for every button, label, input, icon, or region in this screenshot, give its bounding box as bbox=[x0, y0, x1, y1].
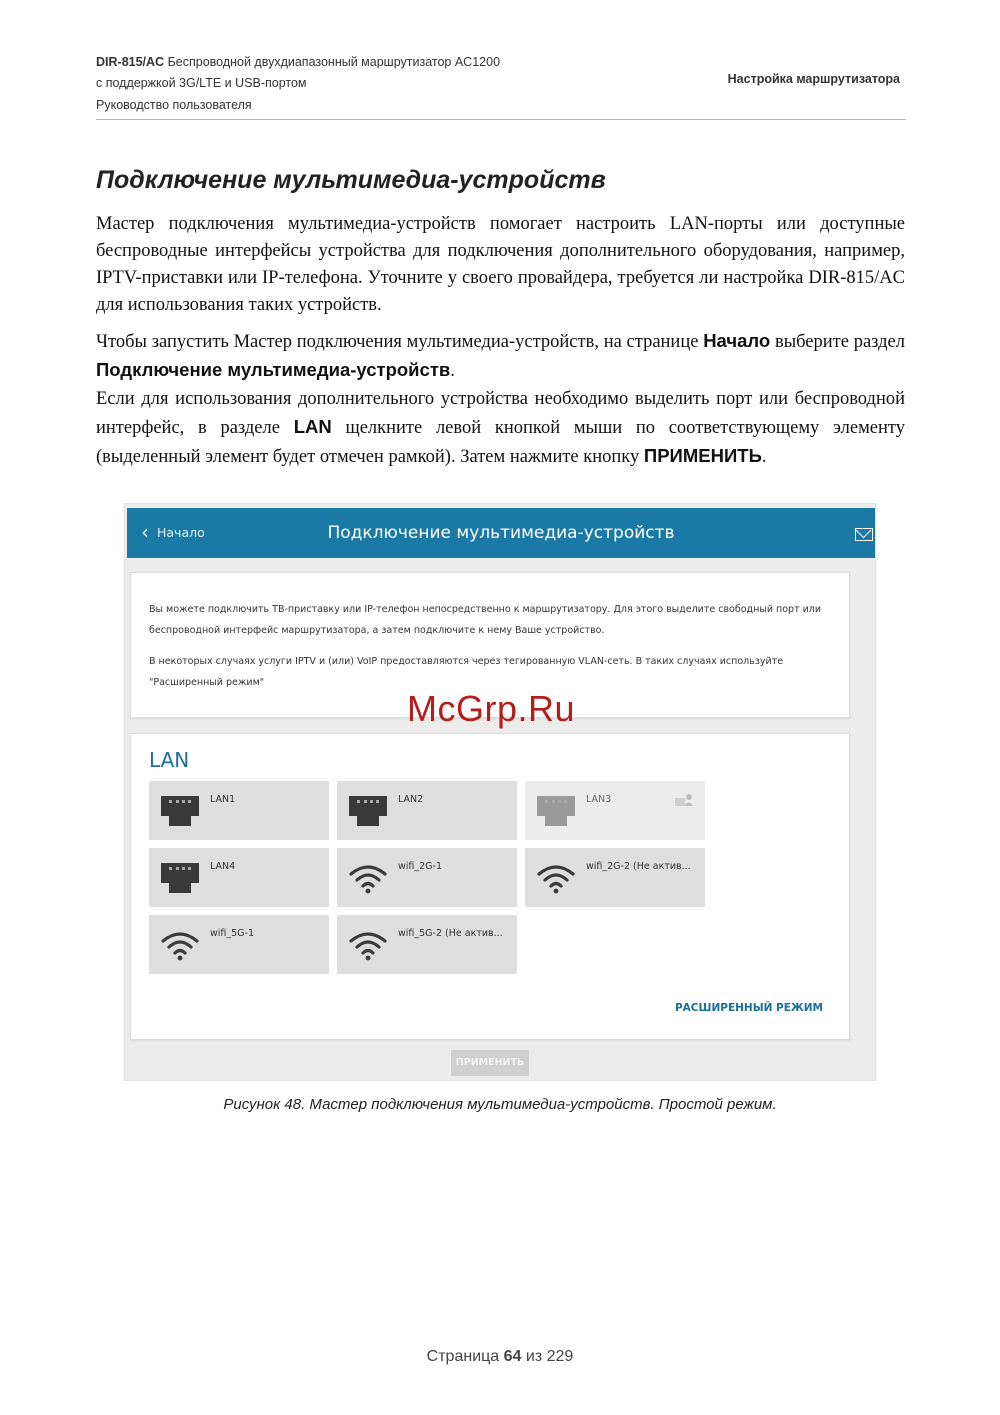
info-text-1: Вы можете подключить ТВ-приставку или IP-телефон непосредственно к маршрутизатору. Для этого выделите свободный порт или беспроводной интерфейс маршрутизатора, а затем подключите к нему Ваше устройство. bbox=[149, 604, 822, 636]
lan-card bbox=[130, 733, 850, 1040]
page-prefix: Страница bbox=[426, 1348, 500, 1365]
header-product-line1: Беспроводной двухдиапазонный маршрутизатор AC1200 bbox=[167, 55, 501, 69]
back-label: Начало bbox=[157, 524, 205, 540]
p3-bold-lan: LAN bbox=[293, 416, 332, 437]
user-icon bbox=[675, 794, 693, 806]
p3-text-a: Если для использования дополнительного устройства необходимо выделить порт или беспроводной интерфейс, в разделе bbox=[96, 389, 905, 438]
tile-label: wifi_2G-1 bbox=[398, 861, 443, 872]
page-header bbox=[96, 52, 906, 116]
tile-label: LAN3 bbox=[586, 794, 612, 805]
ui-topbar bbox=[127, 508, 875, 558]
p2-text-c: выберите раздел bbox=[770, 332, 905, 352]
p2-bold-section: Подключение мультимедиа-устройств bbox=[96, 359, 451, 380]
tile-label: LAN4 bbox=[210, 861, 236, 872]
header-manual: Руководство пользователя bbox=[96, 98, 252, 112]
page-total: 229 bbox=[546, 1348, 574, 1365]
p3-text-c: щелкните левой кнопкой мыши по соответствующему элементу (выделенный элемент будет отмечен рамкой). Затем нажмите кнопку bbox=[96, 418, 905, 467]
tile-label: wifi_5G-1 bbox=[210, 928, 255, 939]
page-sep: из bbox=[525, 1348, 543, 1365]
lan-title: LAN bbox=[149, 748, 190, 772]
tile-label: LAN2 bbox=[398, 794, 424, 805]
ui-page-title: Подключение мультимедиа-устройств bbox=[327, 523, 675, 543]
ui-screenshot bbox=[124, 503, 876, 1081]
tile-wifi-5g-2[interactable] bbox=[337, 915, 517, 974]
advanced-mode-link[interactable]: РАСШИРЕННЫЙ РЕЖИМ bbox=[674, 1002, 823, 1014]
wifi-icon bbox=[348, 862, 388, 894]
p3-text-d: . bbox=[761, 447, 767, 467]
header-product-line2: с поддержкой 3G/LTE и USB-портом bbox=[96, 76, 307, 90]
p2-text-a: Чтобы запустить Мастер подключения мультимедиа-устройств, на странице bbox=[96, 332, 704, 352]
p3-bold-apply: ПРИМЕНИТЬ bbox=[643, 445, 762, 466]
section-heading: Подключение мультимедиа-устройств bbox=[96, 166, 606, 194]
ethernet-port-icon bbox=[349, 796, 387, 826]
tile-label: LAN1 bbox=[210, 794, 236, 805]
tile-lan3[interactable] bbox=[525, 781, 705, 840]
tile-wifi-2g-1[interactable] bbox=[337, 848, 517, 907]
tile-lan2[interactable] bbox=[337, 781, 517, 840]
paragraph-launch bbox=[96, 327, 905, 385]
apply-button[interactable]: ПРИМЕНИТЬ bbox=[451, 1050, 529, 1076]
wifi-icon bbox=[348, 929, 388, 961]
paragraph-intro: Мастер подключения мультимедиа-устройств помогает настроить LAN-порты или доступные беспроводные интерфейсы устройства для подключения дополнительного оборудования, например, IPTV-приставки или IP-телефона. Уточните у своего провайдера, требуется ли настройка DIR-815/AC для использования таких устройств. bbox=[96, 214, 905, 315]
wifi-icon bbox=[536, 862, 576, 894]
tile-wifi-5g-1[interactable] bbox=[149, 915, 329, 974]
p2-text-d: . bbox=[450, 361, 455, 381]
p2-bold-start: Начало bbox=[703, 330, 771, 351]
paragraph-select-port bbox=[96, 386, 905, 471]
header-model: DIR-815/AC bbox=[96, 55, 165, 69]
ethernet-port-icon bbox=[161, 863, 199, 893]
mail-icon[interactable] bbox=[855, 528, 873, 541]
tile-lan1[interactable] bbox=[149, 781, 329, 840]
chevron-left-icon: ‹ bbox=[141, 520, 149, 544]
tile-lan4[interactable] bbox=[149, 848, 329, 907]
tile-wifi-2g-2[interactable] bbox=[525, 848, 705, 907]
wifi-icon bbox=[160, 929, 200, 961]
header-section: Настройка маршрутизатора bbox=[727, 72, 900, 86]
page-current: 64 bbox=[503, 1348, 522, 1365]
tile-label: wifi_5G-2 (Не актив... bbox=[398, 928, 503, 939]
ethernet-port-icon bbox=[537, 796, 575, 826]
ethernet-port-icon bbox=[161, 796, 199, 826]
figure-caption: Рисунок 48. Мастер подключения мультимедиа-устройств. Простой режим. bbox=[223, 1096, 777, 1113]
watermark: McGrp.Ru bbox=[407, 688, 576, 729]
info-text-2: В некоторых случаях услуги IPTV и (или) VoIP предоставляются через тегированную VLAN-сеть. В таких случаях используйте "Расширенный режим" bbox=[149, 656, 784, 688]
page-number bbox=[0, 1348, 1000, 1366]
header-divider bbox=[96, 119, 906, 120]
tile-label: wifi_2G-2 (Не актив... bbox=[586, 861, 691, 872]
